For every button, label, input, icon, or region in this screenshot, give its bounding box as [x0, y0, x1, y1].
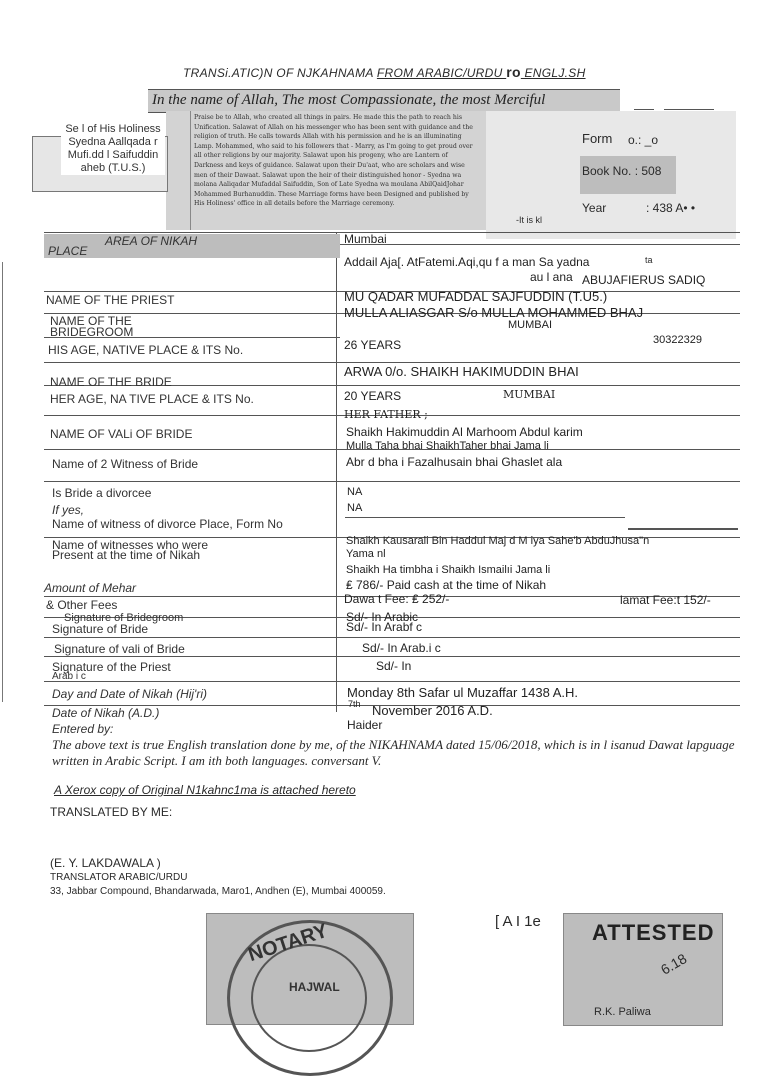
address-line-1: Addail Aja[. AtFatemi.Aqi,qu f a man Sa yadna: [344, 255, 590, 269]
mehar-value: ₤ 786/- Paid cash at the time of Nikah: [346, 578, 547, 592]
notary-seal-text: NOTARY: [245, 919, 331, 967]
lamat-fee: lamat Fee:t 152/-: [620, 593, 711, 607]
place-label: PLACE: [48, 244, 88, 258]
translated-by-label: TRANSLATED BY ME:: [50, 805, 173, 819]
sig-vali-label: Signature of vali of Bride: [54, 642, 185, 656]
area-label: AREA OF NIKAH: [105, 234, 198, 248]
sig-priest-label: Signature of the Priest: [52, 660, 171, 674]
address-line-2: au l ana: [530, 270, 573, 284]
sig-groom-value: Sd/- In Arabic: [346, 610, 419, 624]
bismillah-banner: In the name of Allah, The most Compassionate, the most Merciful: [148, 89, 620, 113]
bride-age-label: HER AGE, NA TIVE PLACE & ITS No.: [50, 392, 254, 406]
if-yes-value: NA: [347, 502, 363, 514]
year-value: : 438 A• •: [646, 201, 696, 215]
priest-value: MU QADAR MUFADDAL SAJFUDDIN (T.U5.): [344, 289, 608, 304]
her-father-label: HER FATHER ;: [344, 408, 428, 421]
mehar-label: Amount of Mehar: [44, 581, 137, 595]
holiness-text: Se l of His Holiness Syedna Aallqada r Mufi.dd l Saifuddin aheb (T.U.S.): [61, 123, 165, 175]
book-number: Book No. : 508: [582, 164, 662, 178]
present-witness-label-2: Present at the time of Nikah: [52, 548, 201, 562]
groom-value: MULLA ALIASGAR S/o MULLA MOHAMMED BHAJ: [344, 305, 644, 320]
groom-its: 30322329: [653, 334, 702, 346]
present-witness-value-1: Shaikh Kausarali Bin Haddul Maj d M iya Sahe'b AbduJhusa"n: [346, 535, 650, 547]
present-witness-value-2: Yama nl: [346, 548, 386, 560]
attested-stamp: [563, 913, 723, 1026]
attested-signature: R.K. Paliwa: [594, 1006, 651, 1018]
hijri-date-label: Day and Date of Nikah (Hij'ri): [52, 687, 208, 701]
witness-value-2: Abr d bha i Fazalhusain bhai Ghaslet ala: [346, 455, 563, 469]
form-number: o.: _o: [628, 133, 659, 147]
ad-date-sup: 7th: [348, 699, 361, 709]
city-value: Mumbai: [344, 232, 387, 246]
notary-name: HAJWAL: [289, 980, 340, 994]
dawat-fee: Dawa t Fee: ₤ 252/-: [344, 592, 450, 606]
attested-text: ATTESTED: [592, 920, 715, 945]
priest-label: NAME OF THE PRIEST: [46, 293, 175, 307]
notary-stamp: [206, 913, 414, 1025]
bride-value: ARWA 0/o. SHAIKH HAKIMUDDIN BHAI: [344, 364, 579, 379]
sig-vali-value: Sd/- In Arab.i c: [362, 641, 441, 655]
ad-date-label: Date of Nikah (A.D.): [52, 706, 160, 720]
groom-age-label: HIS AGE, NATIVE PLACE & ITS No.: [48, 343, 244, 357]
sig-groom-label: Signature of Bridegroom: [64, 612, 184, 624]
ad-date-value: November 2016 A.D.: [372, 703, 493, 718]
form-label: Form: [582, 131, 613, 146]
document-title: TRANSi.ATIC)N OF NJKAHNAMA FROM ARABIC/URDU ro ENGLJ.SH: [183, 64, 586, 80]
sig-priest-value: Sd/- In: [376, 659, 412, 673]
divorcee-value: NA: [347, 486, 363, 498]
groom-label: NAME OF THE BRIDEGROOM: [50, 314, 134, 339]
witness-value-1: Mulla Taha bhai ShaikhTaher bhai Jama li: [346, 440, 549, 452]
year-label: Year: [582, 201, 607, 215]
witness-label: Name of 2 Witness of Bride: [52, 457, 199, 471]
holiness-seal: [32, 123, 168, 192]
vali-label: NAME OF VALi OF BRIDE: [50, 427, 193, 441]
if-yes-label: If yes,: [52, 503, 85, 517]
groom-city: MUMBAI: [508, 319, 552, 331]
address-line-3: ABUJAFIERUS SADIQ: [582, 273, 706, 287]
bride-label: NAME OF THE BRIDE: [50, 375, 172, 389]
divorcee-label: Is Bride a divorcee: [52, 486, 152, 500]
hijri-date-value: Monday 8th Safar ul Muzaffar 1438 A.H.: [347, 685, 579, 700]
fees-label: & Other Fees: [46, 598, 118, 612]
book-number-box: [580, 156, 676, 194]
attested-date: 6.18: [657, 950, 690, 978]
present-witness-value-3: Shaikh Ha timbha i Shaikh Ismailıi Jama li: [346, 564, 551, 576]
divorce-witness-label: Name of witness of divorce Place, Form No: [52, 517, 283, 531]
vali-value: Shaikh Hakimuddin Al Marhoom Abdul karim: [346, 425, 583, 439]
xerox-note: A Xerox copy of Original N1kahnc1ma is attached hereto: [54, 783, 356, 797]
sig-bride-label: Signature of Bride: [52, 622, 149, 636]
groom-age-value: 26 YEARS: [344, 338, 402, 352]
sig-priest-arabic: Arab i c: [52, 671, 86, 682]
translation-statement: The above text is true English translation done by me, of the NIKAHNAMA dated 15/06/2018, which is in l isanud Dawat lapguage written in Arabic Script. I am ith both languages. conversant V.: [52, 737, 735, 768]
bride-age-value: 20 YEARS: [344, 389, 402, 403]
bride-city: MUMBAI: [503, 388, 556, 401]
entered-by-value: Haider: [347, 718, 383, 732]
sig-bride-value: Sd/- In Arabf c: [346, 620, 423, 634]
attested-prefix: [ A I 1e: [495, 913, 541, 930]
present-witness-label-1: Name of witnesses who were: [52, 538, 209, 552]
translator-address: 33, Jabbar Compound, Bhandarwada, Maro1, Andhen (E), Mumbai 400059.: [50, 886, 386, 897]
praise-text: Praise be to Allah, who created all things in pairs. He made this the path to reach his Unification. Salawat of Allah on his messenger who has been sent with guidance and the religion of truth. He calls towards Allah with his permission and he is an illuminating Lamp. Mohammed, who said to his followers that - Marry, as I'm going to get proud over all other religions by our majority. Salawat upon his progeny, who are Lantern of Darkness and keys of guidance. Salawat upon their Du'aat, who are scholars and wise men of their Dawaat. Salawat upon the heir of their distinguished honor - Syedna wa molana Aaliqadar Mufaddal Saifuddin, Son of Late Syedna wa moulana AbilQaidJohar Mohammed Burhanuddin. These Marriage forms have been Designed and published by His Holiness' office in all details before the Marriage ceremony.: [194, 114, 473, 208]
it-is-note: -It is kl: [516, 215, 542, 225]
translator-title: TRANSLATOR ARABIC/URDU: [50, 872, 188, 883]
praise-block: [166, 111, 486, 230]
translator-name: (E. Y. LAKDAWALA ): [50, 856, 161, 870]
address-ta: ta: [645, 255, 653, 265]
entered-by-label: Entered by:: [52, 722, 114, 736]
